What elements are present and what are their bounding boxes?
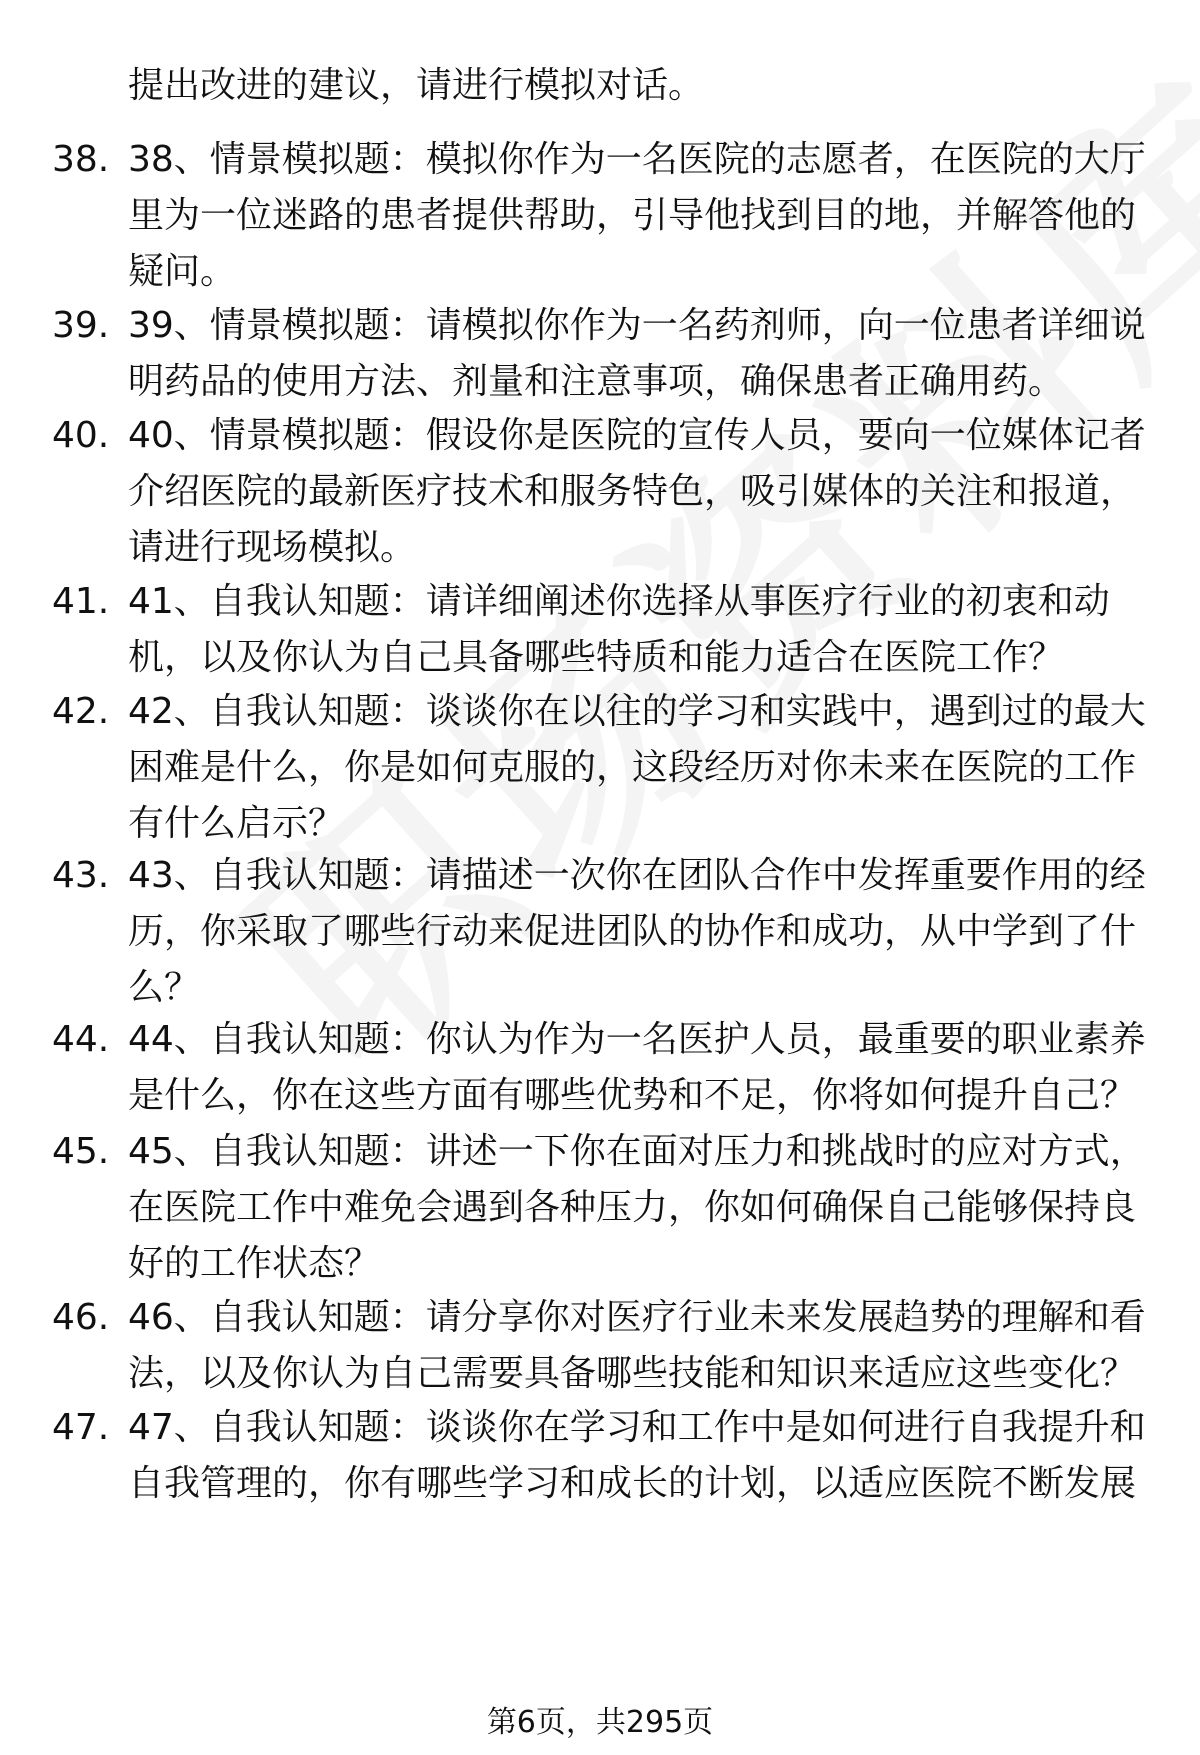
text-line: 是什么，你在这些方面有哪些优势和不足，你将如何提升自己？ — [128, 1075, 1137, 1116]
question-number: 41. — [52, 581, 110, 622]
question-text — [128, 574, 1158, 686]
text-line: 机，以及你认为自己具备哪些特质和能力适合在医院工作？ — [128, 637, 1065, 678]
question-number: 38. — [52, 139, 110, 180]
text-line: 45、自我认知题：讲述一下你在面对压力和挑战时的应对方式， — [128, 1131, 1146, 1172]
text-line: 自我管理的，你有哪些学习和成长的计划，以适应医院不断发展 — [128, 1463, 1137, 1504]
question-text — [128, 132, 1158, 300]
text-line: 44、自我认知题：你认为作为一名医护人员，最重要的职业素养 — [128, 1019, 1146, 1060]
text-line: 历，你采取了哪些行动来促进团队的协作和成功，从中学到了什 — [128, 911, 1137, 952]
text-line: 42、自我认知题：谈谈你在以往的学习和实践中，遇到过的最大 — [128, 691, 1146, 732]
text-line: 38、情景模拟题：模拟你作为一名医院的志愿者，在医院的大厅 — [128, 139, 1146, 180]
text-line: 法，以及你认为自己需要具备哪些技能和知识来适应这些变化？ — [128, 1353, 1137, 1394]
text-line: 41、自我认知题：请详细阐述你选择从事医疗行业的初衷和动 — [128, 581, 1110, 622]
question-text — [128, 1012, 1158, 1124]
question-number: 40. — [52, 415, 110, 456]
text-line: 明药品的使用方法、剂量和注意事项，确保患者正确用药。 — [128, 361, 1065, 402]
question-text — [128, 848, 1158, 1016]
question-text — [128, 408, 1158, 576]
text-line: 43、自我认知题：请描述一次你在团队合作中发挥重要作用的经 — [128, 855, 1146, 896]
text-line: 么？ — [128, 967, 201, 1008]
question-number: 45. — [52, 1131, 110, 1172]
text-line: 介绍医院的最新医疗技术和服务特色，吸引媒体的关注和报道， — [128, 471, 1137, 512]
text-line: 47、自我认知题：谈谈你在学习和工作中是如何进行自我提升和 — [128, 1407, 1146, 1448]
question-number: 43. — [52, 855, 110, 896]
text-line: 里为一位迷路的患者提供帮助，引导他找到目的地，并解答他的 — [128, 195, 1137, 236]
question-text — [128, 1124, 1158, 1292]
question-number: 42. — [52, 691, 110, 732]
continuation-text — [128, 58, 704, 114]
text-line: 有什么启示？ — [128, 803, 345, 844]
text-line: 39、情景模拟题：请模拟你作为一名药剂师，向一位患者详细说 — [128, 305, 1146, 346]
page-footer: 第6页，共295页 — [486, 1705, 714, 1740]
question-number: 46. — [52, 1297, 110, 1338]
question-number: 39. — [52, 305, 110, 346]
text-line: 在医院工作中难免会遇到各种压力，你如何确保自己能够保持良 — [128, 1187, 1137, 1228]
text-line: 46、自我认知题：请分享你对医疗行业未来发展趋势的理解和看 — [128, 1297, 1146, 1338]
question-text — [128, 684, 1158, 852]
text-line: 疑问。 — [128, 251, 237, 292]
question-number: 47. — [52, 1407, 110, 1448]
question-text — [128, 298, 1158, 410]
text-line: 40、情景模拟题：假设你是医院的宣传人员，要向一位媒体记者 — [128, 415, 1146, 456]
text-line: 提出改进的建议，请进行模拟对话。 — [128, 65, 705, 106]
text-line: 请进行现场模拟。 — [128, 527, 417, 568]
question-text — [128, 1400, 1158, 1512]
question-number: 44. — [52, 1019, 110, 1060]
text-line: 好的工作状态？ — [128, 1243, 381, 1284]
text-line: 困难是什么，你是如何克服的，这段经历对你未来在医院的工作 — [128, 747, 1137, 788]
question-text — [128, 1290, 1158, 1402]
